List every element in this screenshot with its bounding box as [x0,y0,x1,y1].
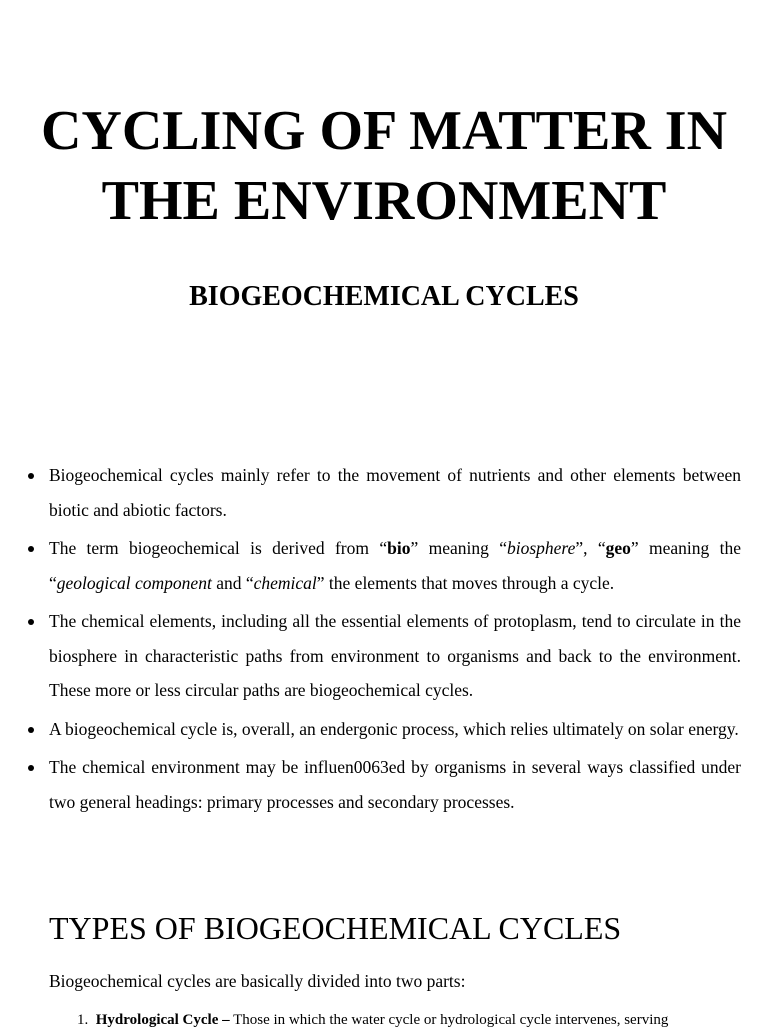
bullet-item [28,458,741,527]
bullet-text: The chemical elements, including all the essential elements of protoplasm, tend to circulate in the biosphere in characteristic paths from environment to organisms and back to the environment. These more or less circular paths are biogeochemical cycles. [49,611,741,700]
bullet-text: ”, “ [575,538,606,558]
bullet-text: ” meaning “ [410,538,507,558]
page-title [0,96,768,236]
bullet-text: ” meaning the “ [49,538,741,593]
bullet-dot-icon [28,473,34,479]
bullet-text: geo [605,538,631,558]
bullet-item [28,712,741,747]
bullet-item [28,604,741,708]
bullet-text: biosphere [506,538,576,558]
numbered-item-label: Hydrological Cycle – [95,1012,230,1028]
bullet-text: A biogeochemical cycle is, overall, an endergonic process, which relies ultimately on solar energy. [49,718,739,739]
bullet-text: geological component [56,572,212,593]
bullet-dot-icon [28,727,34,733]
section-heading: TYPES OF BIOGEOCHEMICAL CYCLES [49,910,622,946]
bullet-text: The term biogeochemical is derived from “ [49,538,388,558]
intro-paragraph: Biogeochemical cycles are basically divided into two parts: [49,971,466,991]
bullet-dot-icon [28,765,34,771]
bullet-dot-icon [28,546,34,552]
bullet-text: ” the elements that moves through a cycle. [316,572,615,593]
numbered-item-text: Those in which the water cycle or hydrological cycle intervenes, serving [229,1012,669,1028]
numbered-item [77,1010,668,1030]
bullet-item [28,750,741,819]
page-subtitle: BIOGEOCHEMICAL CYCLES [189,281,579,312]
bullet-text: Biogeochemical cycles mainly refer to the movement of nutrients and other elements between biotic and abiotic factors. [49,465,741,520]
bullet-dot-icon [28,619,34,625]
bullet-text: chemical [253,572,317,593]
bullet-text: bio [387,538,411,558]
bullet-text: The chemical environment may be influen0063ed by organisms in several ways classified under two general headings: primary processes and secondary processes. [49,757,741,812]
bullet-list [28,458,741,823]
title-line-2: THE ENVIRONMENT [101,170,667,232]
bullet-item [28,531,741,600]
title-line-1: CYCLING OF MATTER IN [40,100,728,162]
numbered-item-number: 1. [77,1012,89,1028]
bullet-text: and “ [211,572,254,593]
